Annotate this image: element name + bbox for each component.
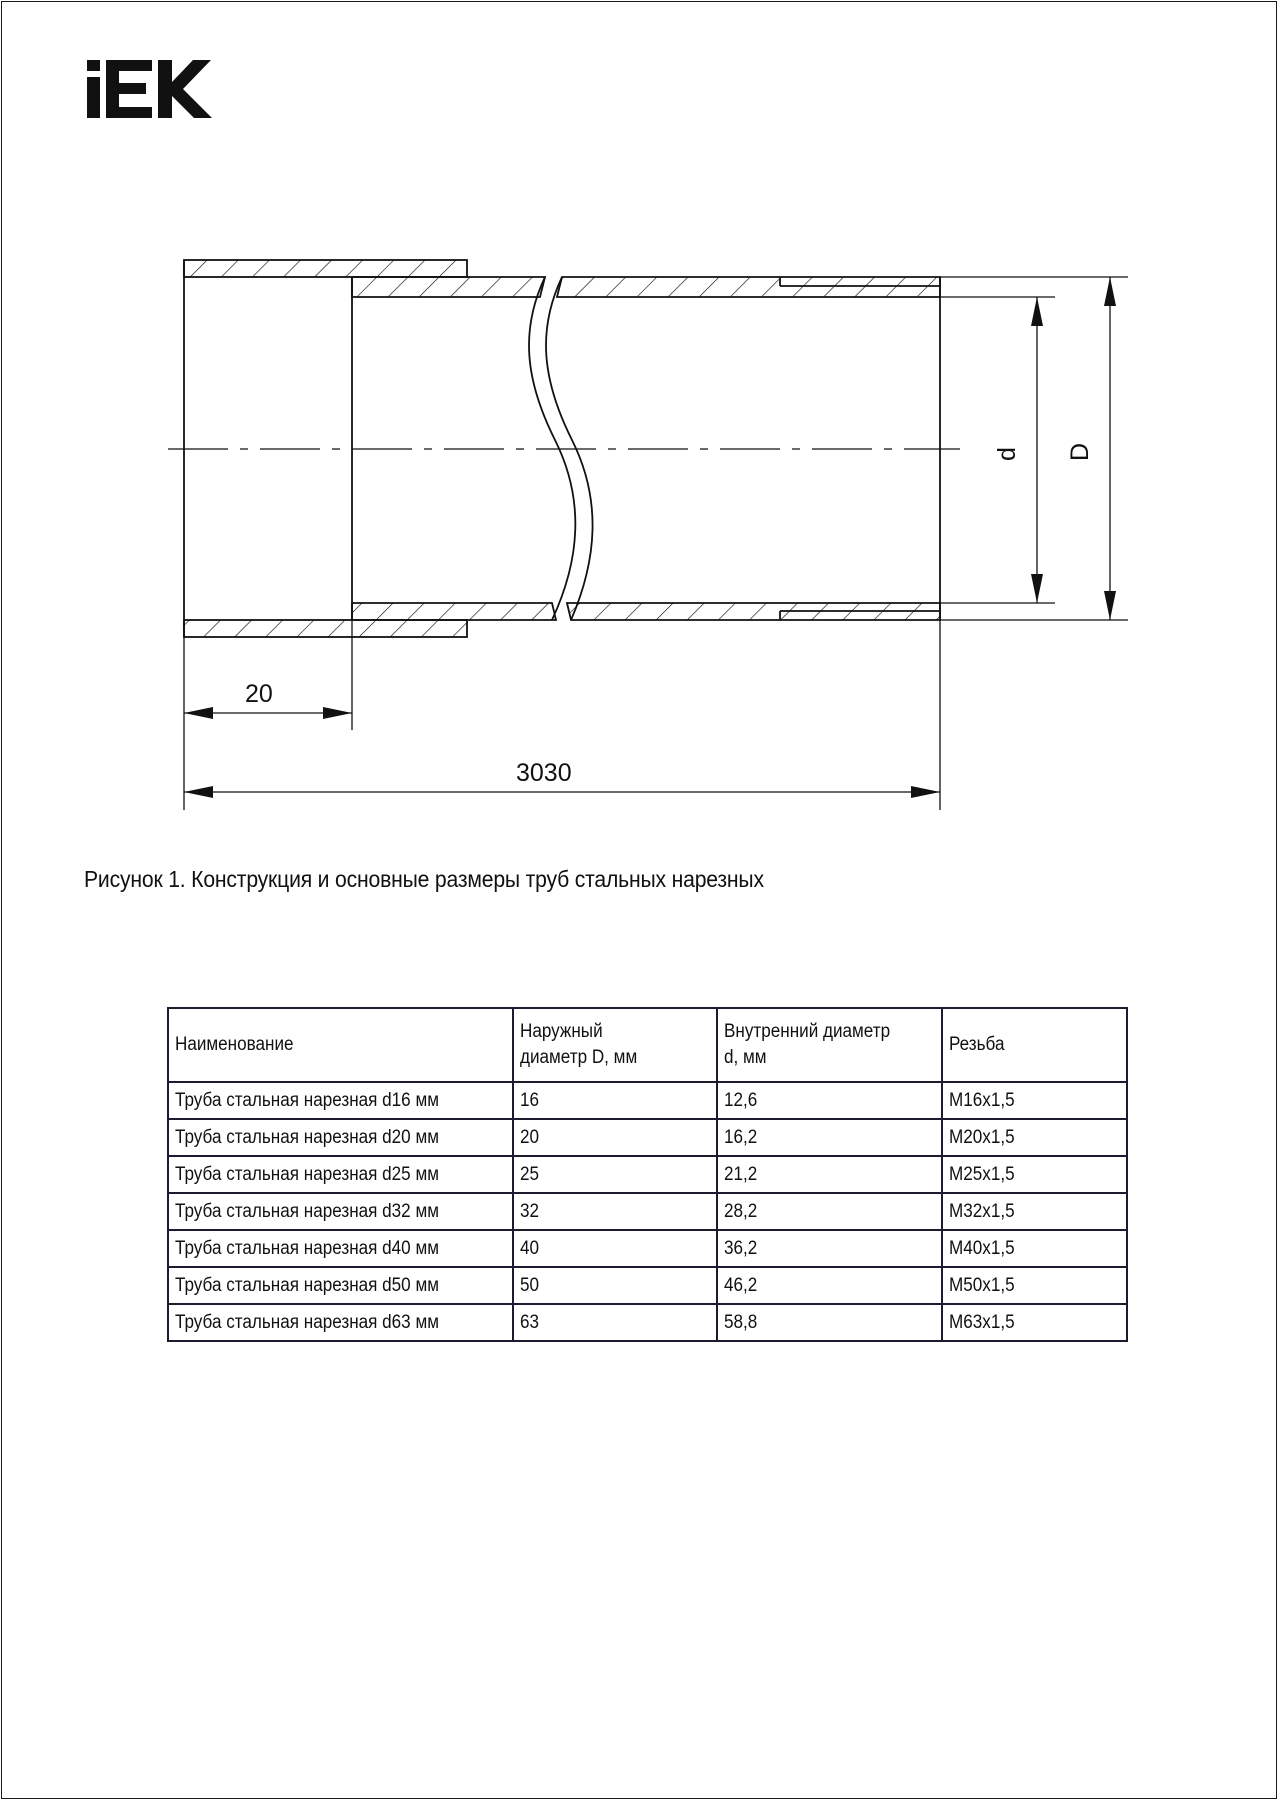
cell-name: Труба стальная нарезная d50 мм [168, 1267, 513, 1304]
cell-name: Труба стальная нарезная d16 мм [168, 1082, 513, 1119]
cell-thread: M20x1,5 [942, 1119, 1127, 1156]
cell-outer-diameter: 20 [513, 1119, 717, 1156]
pipe-drawing [0, 0, 1280, 830]
cell-inner-diameter: 58,8 [717, 1304, 942, 1341]
cell-inner-diameter: 12,6 [717, 1082, 942, 1119]
figure-caption: Рисунок 1. Конструкция и основные размеры труб стальных нарезных [84, 866, 764, 892]
header-thread: Резьба [942, 1008, 1127, 1082]
table-row [168, 1082, 1127, 1119]
cell-inner-diameter: 28,2 [717, 1193, 942, 1230]
table-row [168, 1304, 1127, 1341]
cell-inner-diameter: 36,2 [717, 1230, 942, 1267]
dim-socket-length: 20 [245, 680, 273, 708]
cell-name: Труба стальная нарезная d20 мм [168, 1119, 513, 1156]
cell-outer-diameter: 25 [513, 1156, 717, 1193]
dim-inner-diameter: d [993, 447, 1021, 461]
cell-name: Труба стальная нарезная d25 мм [168, 1156, 513, 1193]
cell-outer-diameter: 16 [513, 1082, 717, 1119]
header-outer-diameter: Наружный диаметр D, мм [513, 1008, 717, 1082]
table-row [168, 1119, 1127, 1156]
table-row [168, 1267, 1127, 1304]
dim-total-length: 3030 [516, 759, 572, 787]
coupling-top-wall [184, 260, 467, 277]
cell-outer-diameter: 50 [513, 1267, 717, 1304]
cell-name: Труба стальная нарезная d63 мм [168, 1304, 513, 1341]
cell-inner-diameter: 21,2 [717, 1156, 942, 1193]
cell-outer-diameter: 63 [513, 1304, 717, 1341]
cell-thread: M32x1,5 [942, 1193, 1127, 1230]
cell-inner-diameter: 46,2 [717, 1267, 942, 1304]
table-row [168, 1193, 1127, 1230]
cell-name: Труба стальная нарезная d32 мм [168, 1193, 513, 1230]
header-name: Наименование [168, 1008, 513, 1082]
table-header-row [168, 1008, 1127, 1082]
table-row [168, 1230, 1127, 1267]
cell-inner-diameter: 16,2 [717, 1119, 942, 1156]
cell-thread: M25x1,5 [942, 1156, 1127, 1193]
cell-outer-diameter: 40 [513, 1230, 717, 1267]
dim-outer-diameter: D [1066, 442, 1094, 461]
cell-thread: M50x1,5 [942, 1267, 1127, 1304]
cell-outer-diameter: 32 [513, 1193, 717, 1230]
spec-table [167, 1007, 1128, 1342]
cell-thread: M63x1,5 [942, 1304, 1127, 1341]
cell-thread: M40x1,5 [942, 1230, 1127, 1267]
cell-thread: M16x1,5 [942, 1082, 1127, 1119]
cell-name: Труба стальная нарезная d40 мм [168, 1230, 513, 1267]
coupling-bottom-wall [184, 620, 467, 637]
table-row [168, 1156, 1127, 1193]
header-inner-diameter: Внутренний диаметр d, мм [717, 1008, 942, 1082]
